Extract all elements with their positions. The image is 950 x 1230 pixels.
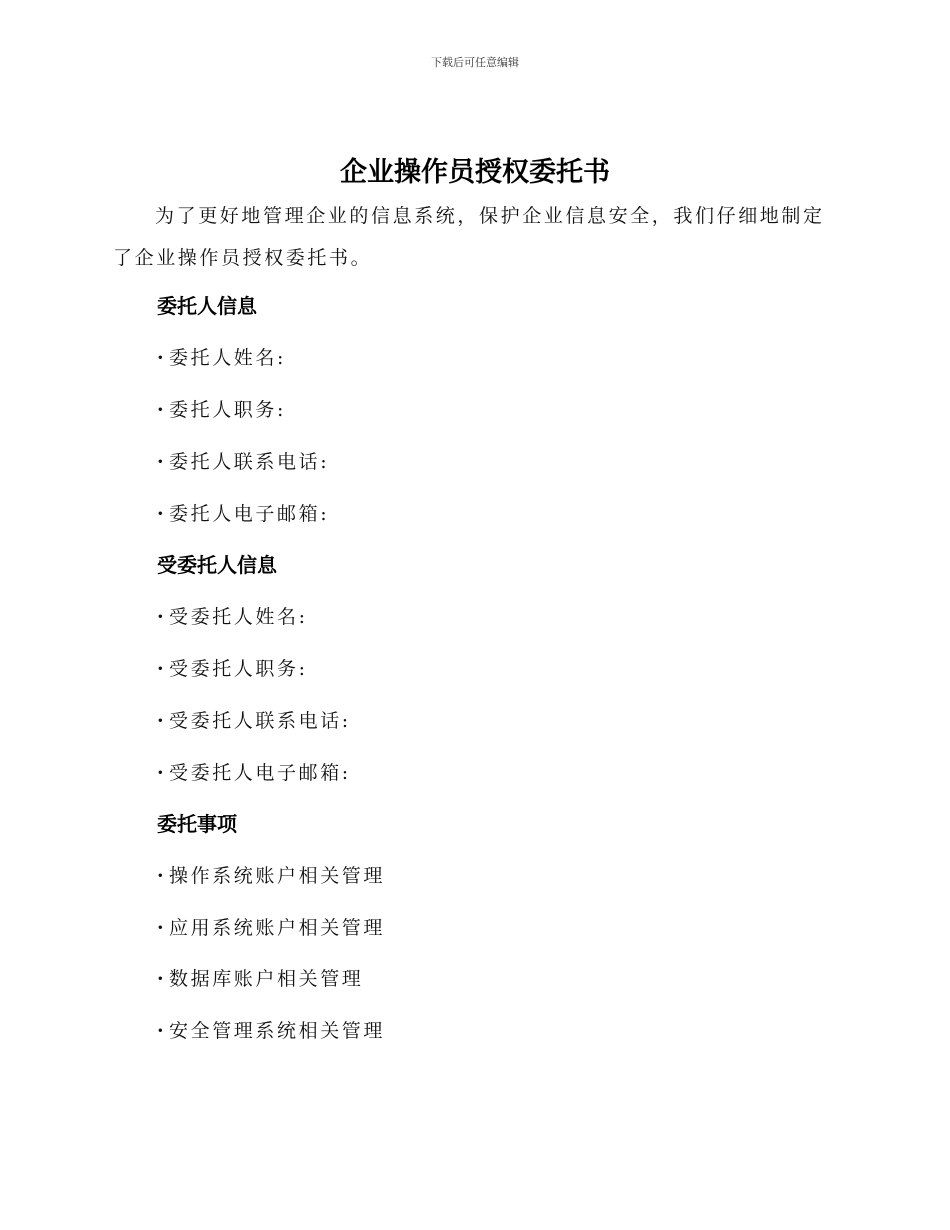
section-heading-matters: 委托事项 bbox=[157, 812, 237, 836]
list-item-text: 数据库账户相关管理 bbox=[169, 968, 364, 990]
list-item-text: 受委托人电子邮箱: bbox=[169, 762, 351, 784]
intro-paragraph: 为了更好地管理企业的信息系统，保护企业信息安全，我们仔细地制定了企业操作员授权委托书。 bbox=[113, 205, 825, 269]
list-item bbox=[157, 913, 385, 940]
bullet: · bbox=[157, 1020, 167, 1042]
list-item-text: 委托人电子邮箱: bbox=[169, 503, 330, 525]
list-item-text: 应用系统账户相关管理 bbox=[169, 917, 386, 939]
bullet: · bbox=[157, 917, 167, 939]
bullet: · bbox=[157, 347, 167, 369]
list-item bbox=[157, 1016, 385, 1043]
bullet: · bbox=[157, 658, 167, 680]
bullet: · bbox=[157, 865, 167, 887]
list-item bbox=[157, 395, 286, 422]
header-note: 下载后可任意编辑 bbox=[431, 56, 519, 69]
bullet: · bbox=[157, 762, 167, 784]
list-item bbox=[157, 343, 286, 370]
list-item-text: 委托人联系电话: bbox=[169, 451, 330, 473]
list-item-text: 委托人职务: bbox=[169, 399, 287, 421]
list-item bbox=[157, 964, 363, 991]
list-item-text: 安全管理系统相关管理 bbox=[169, 1020, 386, 1042]
bullet: · bbox=[157, 710, 167, 732]
bullet: · bbox=[157, 399, 167, 421]
list-item bbox=[157, 758, 351, 785]
section-heading-agent: 受委托人信息 bbox=[157, 553, 277, 577]
bullet: · bbox=[157, 606, 167, 628]
list-item-text: 受委托人职务: bbox=[169, 658, 308, 680]
list-item bbox=[157, 499, 329, 526]
list-item bbox=[157, 447, 329, 474]
list-item-text: 委托人姓名: bbox=[169, 347, 287, 369]
list-item bbox=[157, 654, 308, 681]
list-item bbox=[157, 602, 308, 629]
list-item bbox=[157, 861, 385, 888]
list-item-text: 受委托人联系电话: bbox=[169, 710, 351, 732]
bullet: · bbox=[157, 451, 167, 473]
bullet: · bbox=[157, 968, 167, 990]
section-heading-principal: 委托人信息 bbox=[157, 294, 257, 318]
bullet: · bbox=[157, 503, 167, 525]
document-title: 企业操作员授权委托书 bbox=[340, 157, 610, 188]
list-item bbox=[157, 706, 351, 733]
list-item-text: 受委托人姓名: bbox=[169, 606, 308, 628]
list-item-text: 操作系统账户相关管理 bbox=[169, 865, 386, 887]
